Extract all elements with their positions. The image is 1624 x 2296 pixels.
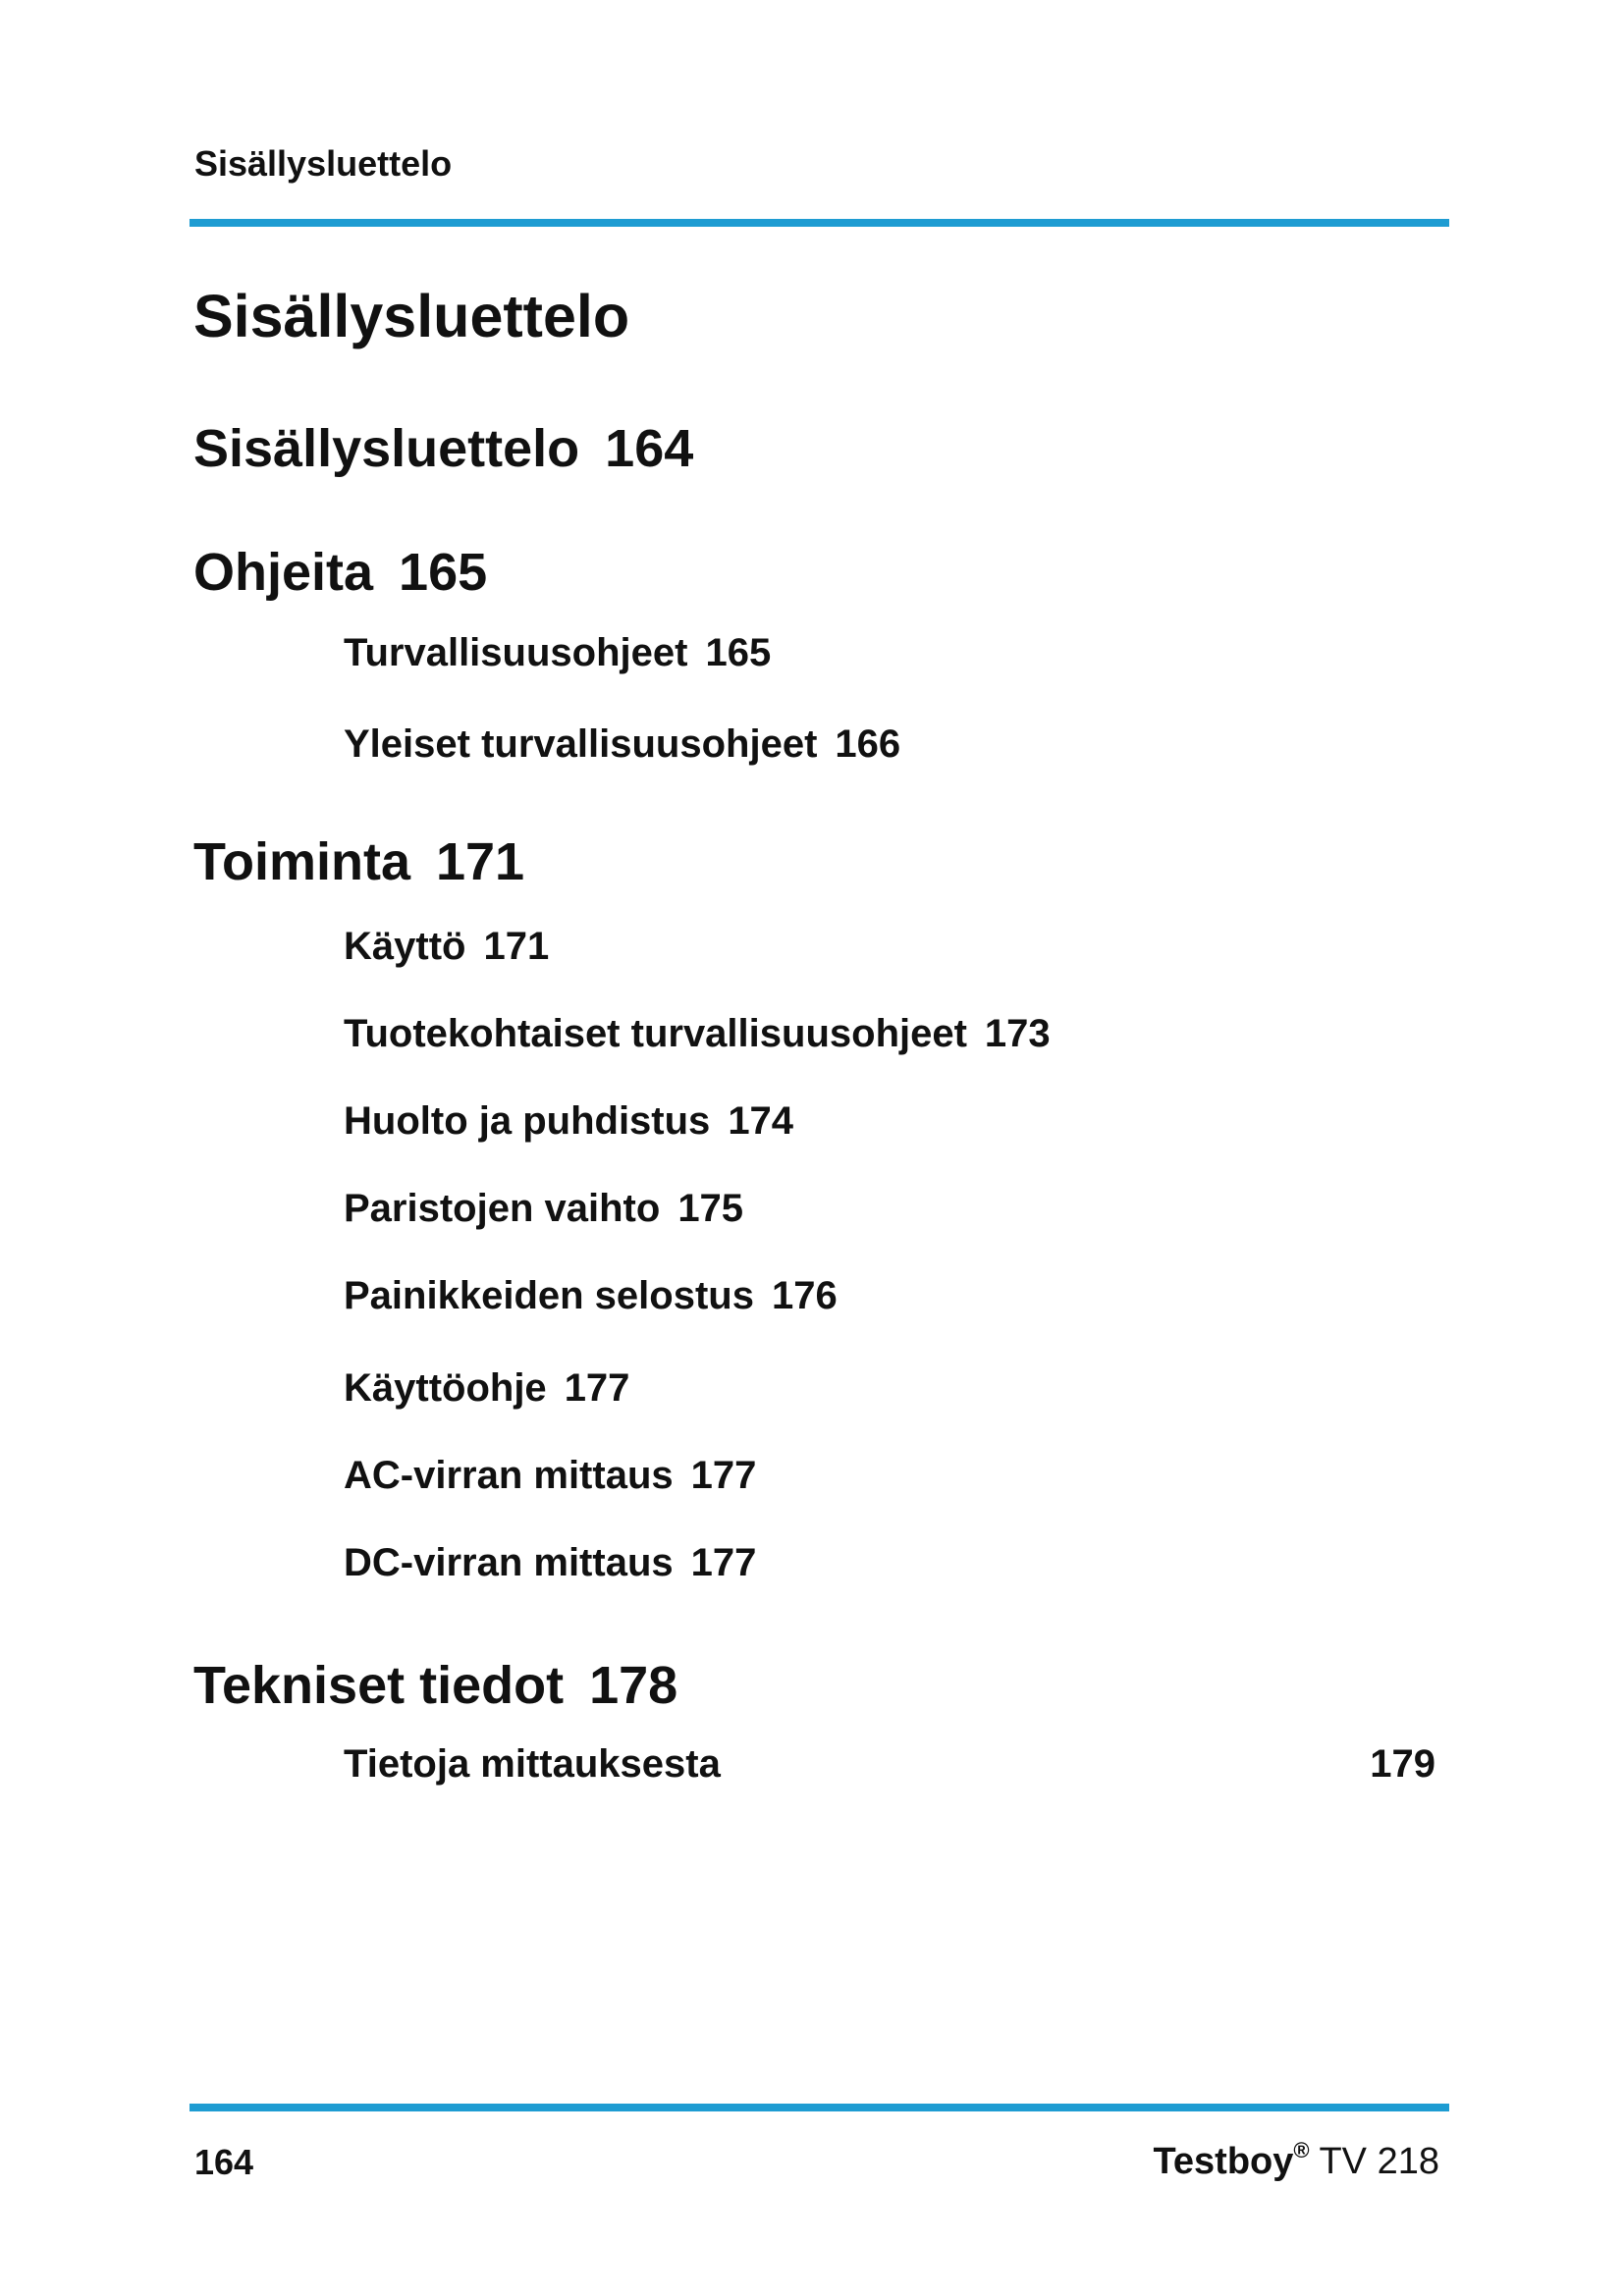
toc-section-page: 171 <box>435 832 525 891</box>
toc-item-turvallisuusohjeet[interactable] <box>344 633 771 672</box>
toc-section-toiminta[interactable] <box>193 832 525 891</box>
toc-section-title: Toiminta <box>193 832 410 891</box>
footer-brand <box>1154 2138 1440 2183</box>
toc-item-title: Käyttöohje <box>344 1366 547 1410</box>
toc-item-page: 165 <box>705 631 772 674</box>
registered-mark: ® <box>1293 2138 1310 2163</box>
toc-item-kaytto[interactable] <box>344 927 549 966</box>
header-rule <box>189 219 1449 227</box>
footer-rule <box>189 2104 1449 2111</box>
toc-section-sisallysluettelo[interactable] <box>193 419 694 478</box>
running-header: Sisällysluettelo <box>194 143 453 184</box>
toc-item-page: 177 <box>690 1541 757 1584</box>
toc-item-title: Huolto ja puhdistus <box>344 1099 711 1143</box>
toc-item-page: 179 <box>1370 1742 1435 1786</box>
toc-item-paristojen-vaihto[interactable] <box>344 1189 743 1228</box>
model-name: TV 218 <box>1319 2141 1439 2182</box>
footer-page-number: 164 <box>194 2142 254 2182</box>
toc-item-page: 174 <box>728 1099 794 1143</box>
toc-item-title: Painikkeiden selostus <box>344 1274 754 1317</box>
toc-item-title: Käyttö <box>344 925 466 968</box>
toc-item-huolto-ja-puhdistus[interactable] <box>344 1101 793 1141</box>
toc-item-title: Tietoja mittauksesta <box>344 1742 721 1786</box>
toc-section-title: Sisällysluettelo <box>193 419 580 478</box>
toc-item-page: 166 <box>835 722 901 766</box>
toc-item-title: Paristojen vaihto <box>344 1187 661 1230</box>
toc-item-ac-virran-mittaus[interactable] <box>344 1456 756 1495</box>
toc-item-yleiset-turvallisuusohjeet[interactable] <box>344 724 900 764</box>
toc-section-page: 165 <box>399 543 488 602</box>
toc-item-kayttoohje[interactable] <box>344 1368 629 1408</box>
toc-item-painikkeiden-selostus[interactable] <box>344 1276 838 1315</box>
toc-item-title: Tuotekohtaiset turvallisuusohjeet <box>344 1012 967 1055</box>
toc-item-tietoja-mittauksesta[interactable] <box>344 1744 1435 1784</box>
toc-section-title: Ohjeita <box>193 543 374 602</box>
toc-section-tekniset-tiedot[interactable] <box>193 1656 678 1715</box>
toc-item-title: Turvallisuusohjeet <box>344 631 688 674</box>
toc-section-page: 178 <box>589 1656 678 1715</box>
toc-item-page: 177 <box>564 1366 630 1410</box>
toc-item-title: DC-virran mittaus <box>344 1541 674 1584</box>
toc-section-title: Tekniset tiedot <box>193 1656 565 1715</box>
toc-item-page: 177 <box>690 1454 757 1497</box>
toc-item-page: 171 <box>483 925 550 968</box>
toc-item-dc-virran-mittaus[interactable] <box>344 1543 756 1582</box>
page-title: Sisällysluettelo <box>193 283 630 349</box>
toc-section-page: 164 <box>605 419 694 478</box>
toc-item-page: 173 <box>984 1012 1051 1055</box>
toc-section-ohjeita[interactable] <box>193 543 488 602</box>
toc-item-title: AC-virran mittaus <box>344 1454 674 1497</box>
toc-item-page: 175 <box>677 1187 744 1230</box>
brand-name: Testboy <box>1153 2141 1294 2182</box>
toc-item-page: 176 <box>771 1274 838 1317</box>
toc-item-tuotekohtaiset-turvallisuusohjeet[interactable] <box>344 1014 1051 1053</box>
toc-item-title: Yleiset turvallisuusohjeet <box>344 722 818 766</box>
